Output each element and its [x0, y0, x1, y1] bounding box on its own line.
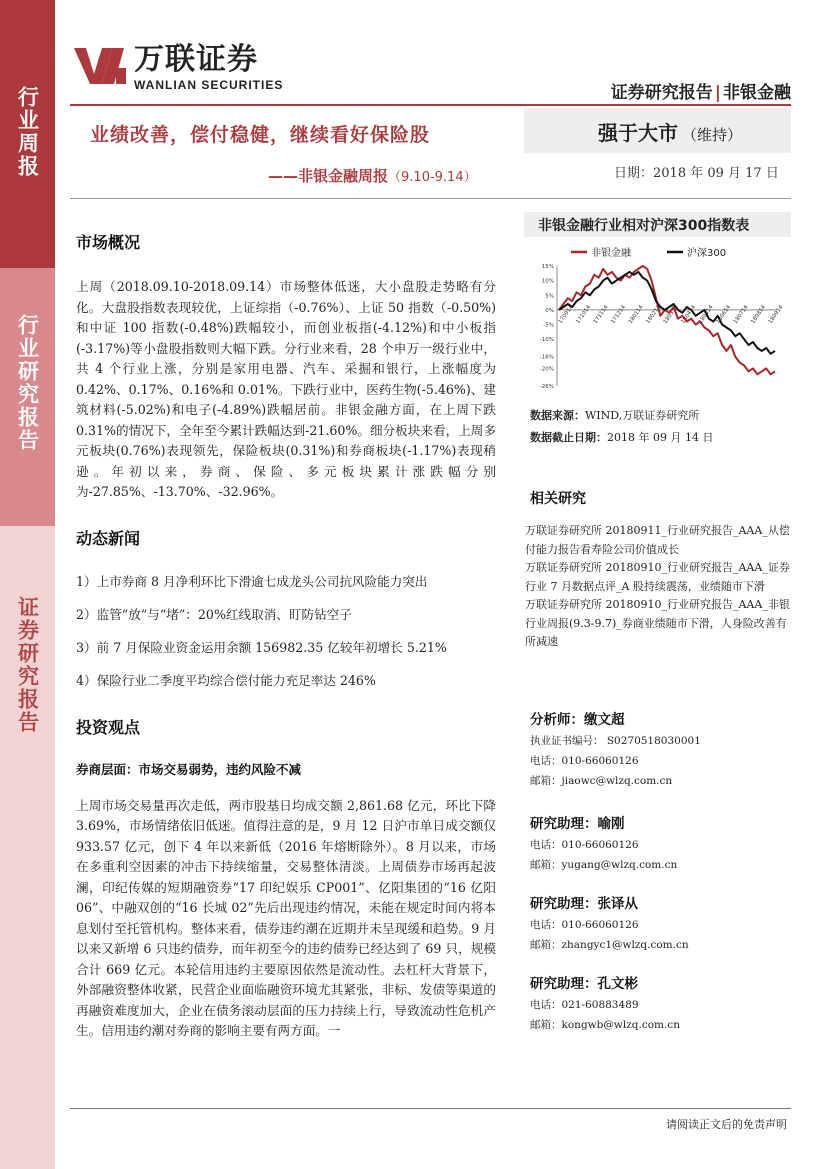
broker-view-body: 上周市场交易量再次走低，两市股基日均成交额 2,861.68 亿元，环比下降 3.69%，市场情绪依旧低迷。值得注意的是，9 月 12 日沪市单日成交额仅 933.57 亿元，创下 4 年以来新低（2016 年熔断除外）。8 月以来，市场在多重利空因素的冲击下持续缩量，交易整体清淡。上周债券市场再起波澜，印纪传媒的短期融资券“17 印纪娱乐 CP001”、亿阳集团的“16 亿阳 06”、中融双创的“16 长城 02”先后出现违约情况，未能在规定时间内将本息划付至托管机构。整体来看，债券违约潮在近期并未呈现缓和趋势。9 月以来又新增 6 只违约债券，而年初至今的违约债券已经达到了 69 只，规模合计 669 亿元。本轮信用违约主要原因依然是流动性。去杠杆大背景下，外部融资整体收紧，民营企业面临融资环境尤其紧张，非标、发债等渠道的再融资难度加大，企业在债务滚动层面的压力持续上行，导致流动性危机产生。信用违约潮对券商的影响主要有两方面。一	[76, 797, 496, 1038]
rating-value: 强于大市	[598, 121, 678, 145]
header-divider	[70, 104, 791, 106]
x-tick-label: 180514	[697, 304, 715, 326]
report-type-category: 证券研究报告	[610, 83, 713, 103]
news-item: 4）保险行业二季度平均综合偿付能力充足率达 246%	[76, 672, 376, 688]
related-research-title: 相关研究	[530, 491, 586, 507]
analyst-name: 分析师：缴文超	[530, 712, 625, 728]
y-tick-label: 15%	[541, 264, 554, 270]
investment-view-title: 投资观点	[76, 717, 141, 737]
x-tick-label: 170914	[557, 304, 575, 326]
y-tick-label: -10%	[539, 337, 554, 344]
report-date: 日期：2018 年 09 月 17 日	[614, 166, 779, 181]
logo-chinese-name: 万联证券	[134, 42, 258, 77]
x-tick-label: 171214	[610, 304, 628, 326]
sidebar-label-weekly: 行业周报	[15, 86, 40, 178]
data-cutoff	[530, 429, 713, 445]
related-research-item: 万联证券研究所 20180911_行业研究报告_AAA_从偿付能力报告看寿险公司价值成长	[525, 524, 790, 556]
market-overview-body: 上周（2018.09.10-2018.09.14）市场整体低迷，大小盘股走势略有分化。大盘股指数表现较优，上证综指（-0.76%）、上证 50 指数（-0.50%)和中证 100 指数(-0.48%)跌幅较小，而创业板指(-4.12%)和中小板指(-3.17%)等小盘股指数则大幅下跌。分行业来看，28 个申万一级行业中，共 4 个行业上涨，分别是家用电器、汽车、采掘和银行，上涨幅度为 0.42%、0.17%、0.16%和 0.01%。下跌行业中，医药生物(-5.46%)、建筑材料(-5.02%)和电子(-4.89%)跌幅居前。非银金融方面，在上周下跌 0.31%的情况下，全年至今累计跌幅达到-21.60%。细分板块来看，上周多元板块(0.76%)表现领先，保险板块(0.31%)和券商板块(-1.17%)表现稍逊。年初以来，券商、保险、多元板块累计涨跌幅分别为-27.85%、-13.70%、-32.96%。	[76, 279, 496, 499]
x-tick-label: 171014	[575, 304, 593, 326]
footer-divider	[70, 1108, 791, 1109]
cutoff-label: 数据截止日期：	[530, 431, 607, 444]
sidebar-label-industry: 行业研究报告	[15, 314, 40, 452]
analyst-email: 邮箱：jiaowc@wlzq.com.cn	[530, 775, 673, 787]
news-list	[76, 574, 496, 689]
rating-note: （维持）	[682, 126, 743, 144]
wanlian-logo-icon	[72, 44, 128, 88]
chart-title: 非银金融行业相对沪深300指数表	[538, 218, 750, 234]
related-research-item: 万联证券研究所 20180910_行业研究报告_AAA_非银行业周报(9.3-9.7)_券商业绩随市下滑，人身险改善有所减速	[525, 598, 790, 648]
assistant-email: 邮箱：yugang@wlzq.com.cn	[530, 859, 678, 871]
x-tick-label: 180214	[645, 304, 663, 326]
subtitle-date-range: （9.10-9.14）	[388, 170, 477, 185]
news-item: 2）监管“放”与“堵”：20%红线取消、盯防钻空子	[76, 606, 352, 622]
y-tick-label: 0%	[545, 307, 554, 314]
y-tick-label: 10%	[541, 278, 554, 285]
assistant-card	[530, 812, 677, 875]
assistant-email: 邮箱：kongwb@wlzq.com.cn	[530, 1019, 680, 1031]
assistant-phone: 电话：010-66060126	[530, 839, 639, 851]
analyst-card	[530, 708, 701, 791]
relative-performance-chart	[527, 240, 789, 400]
assistant-phone: 电话：021-60883489	[530, 999, 639, 1011]
analyst-license: 执业证书编号： S0270518030001	[530, 735, 701, 747]
subtitle-text: ——非银金融周报	[268, 167, 389, 185]
footer-disclaimer: 请阅读正文后的免责声明	[666, 1118, 787, 1131]
report-title: 业绩改善，偿付稳健，继续看好保险股	[90, 124, 431, 146]
assistant-name: 研究助理：孔文彬	[530, 976, 638, 992]
assistant-phone: 电话：010-66060126	[530, 919, 639, 931]
x-tick-label: 180114	[627, 304, 645, 326]
analyst-phone: 电话：010-66060126	[530, 755, 639, 767]
main-column	[76, 230, 496, 1042]
assistant-card	[530, 972, 680, 1035]
sidebar-segment-industry	[0, 268, 55, 526]
source-value: WIND,万联证券研究所	[585, 409, 700, 422]
news-title: 动态新闻	[76, 528, 141, 548]
y-tick-label: -16%	[539, 354, 554, 361]
market-overview-title: 市场概况	[76, 233, 141, 252]
x-tick-label: 180314	[662, 304, 680, 326]
news-item: 1）上市券商 8 月净利环比下滑逾七成龙头公司抗风险能力突出	[76, 573, 428, 589]
report-type	[611, 78, 791, 103]
left-sidebar	[0, 0, 55, 1169]
assistant-name: 研究助理：张译从	[530, 896, 638, 912]
x-tick-label: 180714	[732, 304, 750, 326]
assistant-name: 研究助理：喻刚	[530, 816, 625, 832]
y-tick-label: -26%	[539, 384, 554, 390]
source-label: 数据来源：	[530, 409, 585, 422]
legend-label-nonbank: 非银金融	[591, 248, 631, 259]
title-divider	[70, 198, 791, 199]
related-research-item: 万联证券研究所 20180910_行业研究报告_AAA_证券行业 7 月数据点评_A 股持续震荡，业绩随市下滑	[525, 561, 790, 593]
legend-label-hs300: 沪深300	[687, 248, 727, 259]
assistant-email: 邮箱：zhangyc1@wlzq.com.cn	[530, 939, 689, 951]
chart-source	[530, 407, 699, 423]
sidebar-segment-securities	[0, 526, 55, 1169]
logo-english-name: WANLIAN SECURITIES	[134, 78, 284, 92]
y-tick-label: -5%	[543, 322, 554, 329]
company-logo	[72, 44, 283, 92]
cutoff-value: 2018 年 09 月 14 日	[607, 431, 714, 444]
report-subtitle	[268, 165, 477, 186]
report-type-separator: |	[714, 83, 721, 103]
x-tick-label: 180914	[767, 304, 785, 326]
y-tick-label: -20%	[539, 366, 554, 373]
x-tick-label: 180414	[680, 304, 698, 326]
sidebar-segment-weekly	[0, 0, 55, 268]
related-research-list	[525, 522, 793, 652]
x-tick-label: 180814	[750, 304, 768, 326]
broker-view-subheading: 券商层面：市场交易弱势，违约风险不减	[76, 761, 302, 777]
x-tick-label: 171114	[592, 304, 610, 326]
sidebar-label-securities: 证券研究报告	[15, 596, 40, 734]
assistant-card	[530, 892, 689, 955]
rating	[598, 117, 742, 146]
x-tick-label: 180614	[715, 304, 733, 326]
report-type-industry: 非银金融	[723, 83, 791, 103]
y-tick-label: 5%	[545, 293, 554, 300]
news-item: 3）前 7 月保险业资金运用余额 156982.35 亿较年初增长 5.21%	[76, 639, 447, 655]
